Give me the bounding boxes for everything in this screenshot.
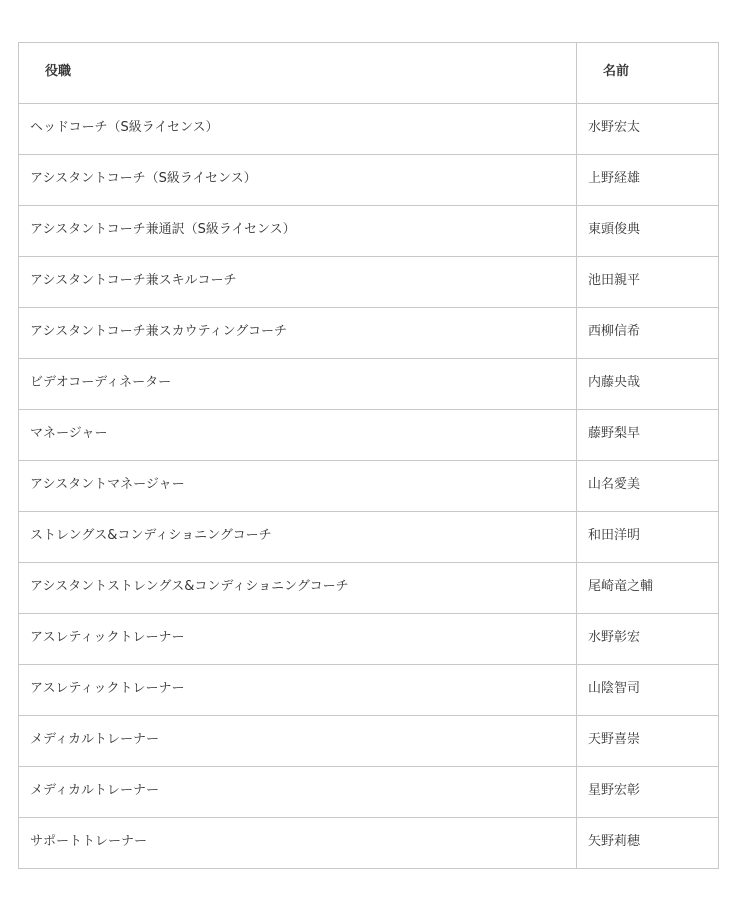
- name-cell: 東頭俊典: [577, 206, 719, 257]
- table-row: [19, 206, 719, 257]
- name-cell: 水野宏太: [577, 104, 719, 155]
- table-row: [19, 767, 719, 818]
- name-cell: 星野宏彰: [577, 767, 719, 818]
- role-cell: アスレティックトレーナー: [19, 665, 577, 716]
- name-cell: 尾崎竜之輔: [577, 563, 719, 614]
- name-cell: 山名愛美: [577, 461, 719, 512]
- role-cell: アスレティックトレーナー: [19, 614, 577, 665]
- role-cell: ビデオコーディネーター: [19, 359, 577, 410]
- name-cell: 山陰智司: [577, 665, 719, 716]
- role-cell: ストレングス&コンディショニングコーチ: [19, 512, 577, 563]
- role-column-header: 役職: [19, 43, 577, 104]
- role-cell: メディカルトレーナー: [19, 767, 577, 818]
- role-cell: アシスタントマネージャー: [19, 461, 577, 512]
- table-row: [19, 104, 719, 155]
- name-cell: 西柳信希: [577, 308, 719, 359]
- role-cell: マネージャー: [19, 410, 577, 461]
- table-row: [19, 665, 719, 716]
- name-cell: 池田親平: [577, 257, 719, 308]
- name-cell: 矢野莉穂: [577, 818, 719, 869]
- table-row: [19, 614, 719, 665]
- name-cell: 天野喜崇: [577, 716, 719, 767]
- role-cell: アシスタントストレングス&コンディショニングコーチ: [19, 563, 577, 614]
- table-row: [19, 410, 719, 461]
- table-row: [19, 359, 719, 410]
- table-header-row: [19, 43, 719, 104]
- role-cell: アシスタントコーチ兼通訳（S級ライセンス）: [19, 206, 577, 257]
- table-row: [19, 716, 719, 767]
- name-cell: 上野経雄: [577, 155, 719, 206]
- table-row: [19, 155, 719, 206]
- role-cell: メディカルトレーナー: [19, 716, 577, 767]
- staff-table: [18, 42, 719, 869]
- table-row: [19, 512, 719, 563]
- name-cell: 水野彰宏: [577, 614, 719, 665]
- role-cell: アシスタントコーチ兼スカウティングコーチ: [19, 308, 577, 359]
- table-row: [19, 461, 719, 512]
- table-row: [19, 818, 719, 869]
- role-cell: ヘッドコーチ（S級ライセンス）: [19, 104, 577, 155]
- role-cell: アシスタントコーチ（S級ライセンス）: [19, 155, 577, 206]
- name-cell: 和田洋明: [577, 512, 719, 563]
- role-cell: サポートトレーナー: [19, 818, 577, 869]
- role-cell: アシスタントコーチ兼スキルコーチ: [19, 257, 577, 308]
- name-cell: 藤野梨早: [577, 410, 719, 461]
- table-row: [19, 563, 719, 614]
- name-column-header: 名前: [577, 43, 719, 104]
- name-cell: 内藤央哉: [577, 359, 719, 410]
- table-row: [19, 308, 719, 359]
- table-row: [19, 257, 719, 308]
